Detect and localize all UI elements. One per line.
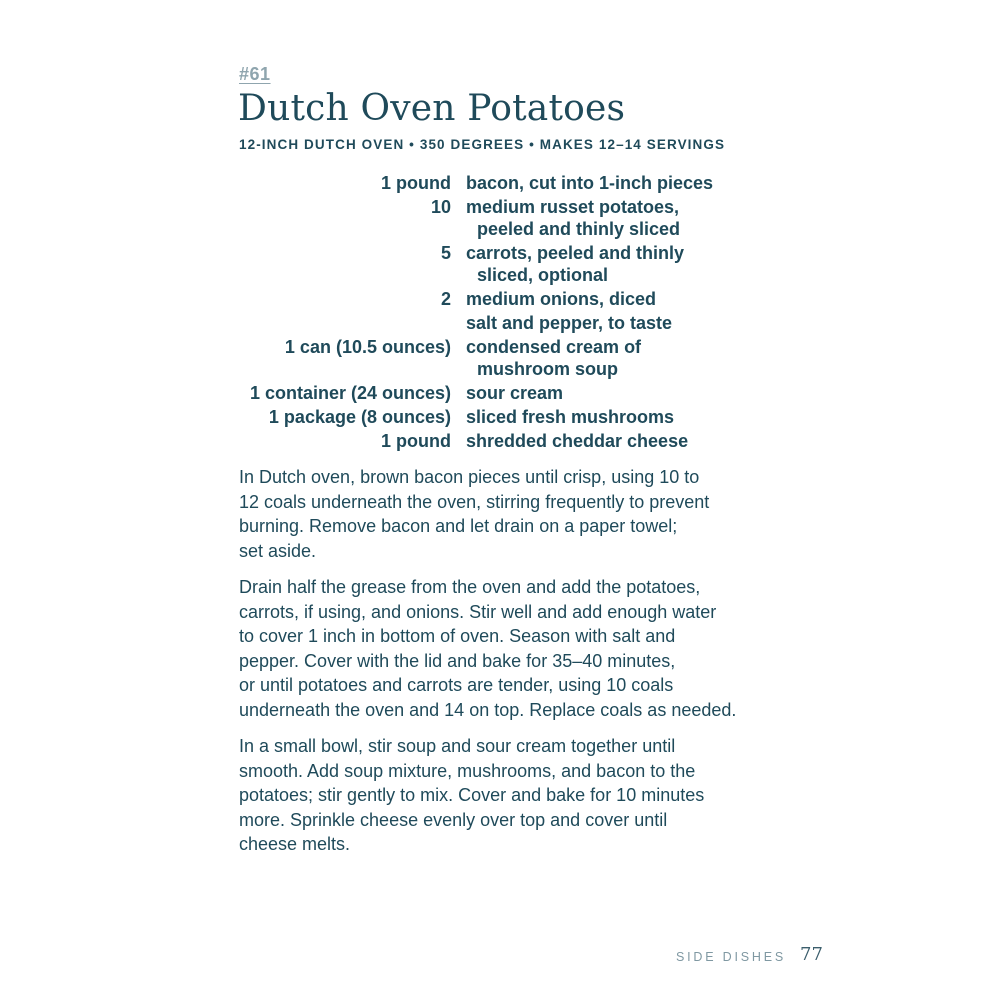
instruction-paragraph [239,465,779,563]
ingredient-quantity: 1 pound [381,173,451,193]
ingredient-row [0,312,1000,334]
instruction-paragraph [239,575,779,722]
ingredient-list [0,172,1000,454]
instruction-line: carrots, if using, and onions. Stir well and add enough water [239,601,717,622]
ingredient-row [0,382,1000,404]
instruction-line: 12 coals underneath the oven, stirring frequently to prevent [239,491,710,512]
ingredient-description-line: sour cream [466,383,564,403]
ingredient-description-line: sliced, optional [477,265,609,285]
ingredient-quantity: 1 pound [381,431,451,451]
ingredient-quantity: 5 [440,243,451,263]
ingredient-description [466,382,766,404]
instruction-line: potatoes; stir gently to mix. Cover and bake for 10 minutes [239,785,705,805]
ingredient-quantity [0,312,466,334]
ingredient-row [0,336,1000,380]
ingredient-description-line: shredded cheddar cheese [466,431,689,451]
instruction-line: Drain half the grease from the oven and add the potatoes, [239,577,701,597]
instruction-paragraph [239,734,779,857]
ingredient-description [466,406,766,428]
instruction-line: to cover 1 inch in bottom of oven. Season with salt and [239,626,676,646]
recipe-number: #61 [239,64,271,84]
instruction-line: pepper. Cover with the lid and bake for 35–40 minutes, [239,650,676,671]
ingredient-row [0,196,1000,240]
ingredient-row [0,288,1000,310]
ingredient-description-line: bacon, cut into 1-inch pieces [466,173,714,193]
ingredient-description [466,242,766,286]
instruction-line: In a small bowl, stir soup and sour cream together until [239,736,676,756]
ingredient-description [466,430,766,452]
ingredient-row [0,242,1000,286]
ingredient-description [466,336,766,380]
ingredient-description [466,172,766,194]
ingredient-description-line: medium russet potatoes, [466,197,680,217]
ingredient-description-line: mushroom soup [477,359,619,379]
instruction-line: burning. Remove bacon and let drain on a paper towel; [239,516,678,536]
recipe-title: Dutch Oven Potatoes [238,88,626,129]
ingredient-description-line: condensed cream of [466,337,642,357]
ingredient-description-line: medium onions, diced [466,289,657,309]
ingredient-description [466,196,766,240]
ingredient-description-line: carrots, peeled and thinly [466,243,685,263]
instruction-line: smooth. Add soup mixture, mushrooms, and bacon to the [239,760,696,781]
ingredient-description-line: salt and pepper, to taste [466,313,673,333]
ingredient-quantity: 10 [430,197,451,217]
instruction-line: cheese melts. [239,834,351,854]
ingredient-row [0,430,1000,452]
ingredient-row [0,172,1000,194]
recipe-meta: 12-INCH DUTCH OVEN • 350 DEGREES • MAKES 12–14 SERVINGS [239,137,726,152]
ingredient-description-line: peeled and thinly sliced [477,219,681,239]
instruction-line: In Dutch oven, brown bacon pieces until crisp, using 10 to [239,467,700,487]
instruction-line: more. Sprinkle cheese evenly over top and cover until [239,809,668,830]
ingredient-description [466,312,766,334]
ingredient-description [466,288,766,310]
instructions [239,465,779,869]
instruction-line: or until potatoes and carrots are tender, using 10 coals [239,675,674,695]
ingredient-row [0,406,1000,428]
ingredient-quantity: 1 can (10.5 ounces) [284,337,451,357]
ingredient-description-line: sliced fresh mushrooms [466,407,675,427]
page-number: 77 [800,944,823,965]
footer-section-name: SIDE DISHES [676,950,786,964]
ingredient-quantity: 2 [440,289,451,309]
ingredient-quantity: 1 package (8 ounces) [268,407,451,427]
instruction-line: underneath the oven and 14 on top. Replace coals as needed. [239,699,737,720]
ingredient-quantity: 1 container (24 ounces) [249,383,451,403]
instruction-line: set aside. [239,540,317,561]
